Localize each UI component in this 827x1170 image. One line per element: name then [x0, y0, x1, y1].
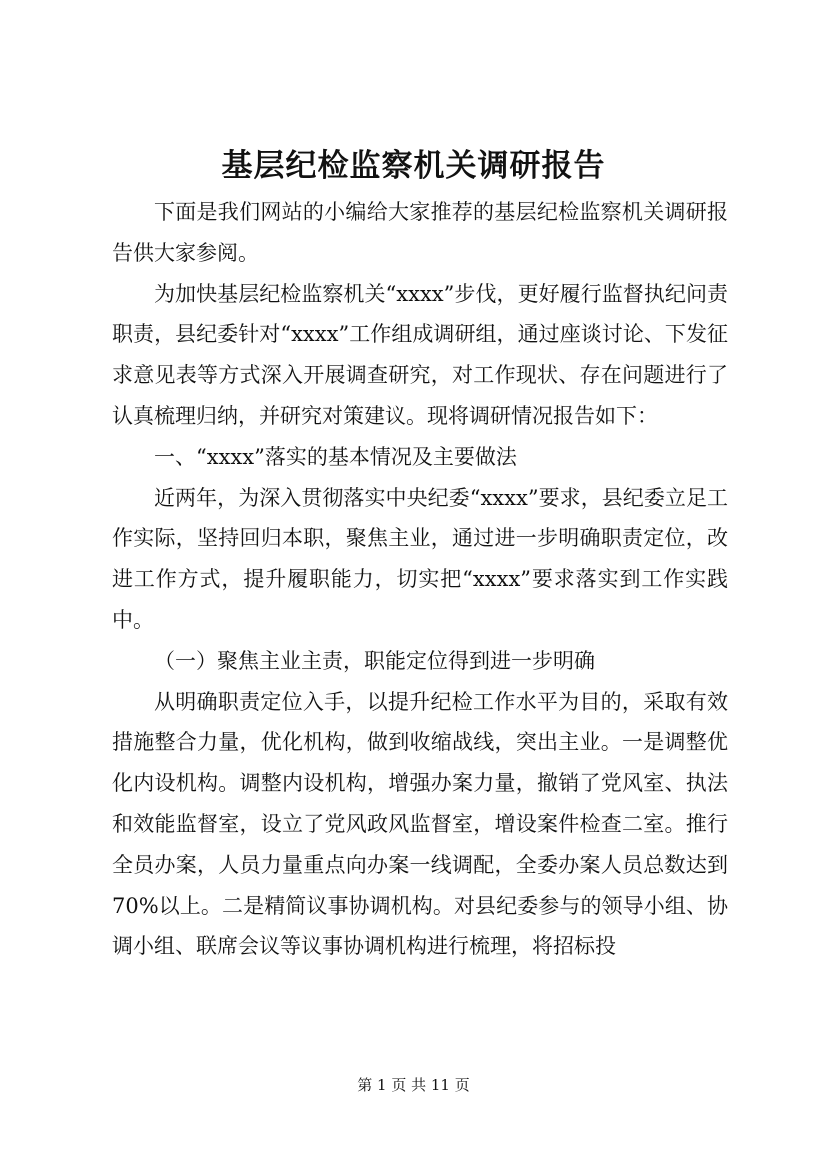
page-number-footer: 第 1 页 共 11 页 — [357, 1076, 470, 1094]
paragraph-overview: 近两年，为深入贯彻落实中央纪委“xxxx”要求，县纪委立足工作实际，坚持回归本职，聚焦主业，通过进一步明确职责定位，改进工作方式，提升履职能力，切实把“xxxx”要求落实到工作实践中。 — [112, 485, 728, 632]
paragraph-intro: 下面是我们网站的小编给大家推荐的基层纪检监察机关调研报告供大家参阅。 — [112, 200, 728, 265]
paragraph-detail: 从明确职责定位入手，以提升纪检工作水平为目的，采取有效措施整合力量，优化机构，做到收缩战线，突出主业。一是调整优化内设机构。调整内设机构，增强办案力量，撤销了党风室、执法和效能监督室，设立了党风政风监督室，增设案件检查二室。推行全员办案，人员力量重点向办案一线调配，全委办案人员总数达到70%以上。二是精简议事协调机构。对县纪委参与的领导小组、协调小组、联席会议等议事协调机构进行梳理，将招标投 — [112, 689, 728, 959]
section-heading-1: 一、“xxxx”落实的基本情况及主要做法 — [154, 444, 517, 469]
document-title: 基层纪检监察机关调研报告 — [221, 148, 606, 184]
subsection-heading-1: （一）聚焦主业主责，职能定位得到进一步明确 — [154, 648, 595, 673]
document-body — [112, 192, 728, 967]
paragraph-background: 为加快基层纪检监察机关“xxxx”步伐，更好履行监督执纪问责职责，县纪委针对“xxxx”工作组成调研组，通过座谈讨论、下发征求意见表等方式深入开展调查研究，对工作现状、存在问题进行了认真梳理归纳，并研究对策建议。现将调研情况报告如下： — [112, 281, 728, 428]
